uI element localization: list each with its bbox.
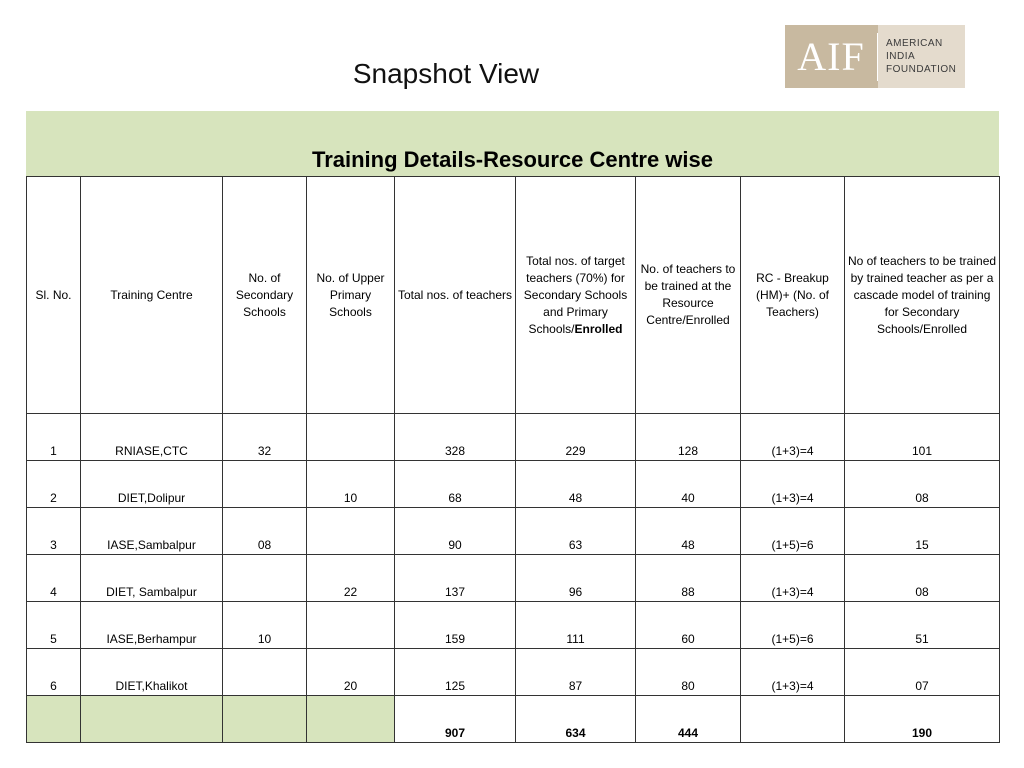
cell-centre: RNIASE,CTC xyxy=(81,414,223,461)
logo-line-3: FOUNDATION xyxy=(886,64,957,75)
cell-sl: 6 xyxy=(27,649,81,696)
total-cascade: 190 xyxy=(845,696,1000,743)
cell-cascade: 15 xyxy=(845,508,1000,555)
page-title: Snapshot View xyxy=(352,58,540,89)
cell-total: 125 xyxy=(395,649,516,696)
cell-centre: DIET, Sambalpur xyxy=(81,555,223,602)
table-row xyxy=(27,602,1000,649)
cell-secondary xyxy=(223,555,307,602)
target-header-text: Total nos. of target teachers (70%) for Secondary Schools and Primary Schools/ xyxy=(523,253,628,336)
total-empty-cell xyxy=(81,696,223,743)
cell-cascade: 07 xyxy=(845,649,1000,696)
header-row xyxy=(27,177,1000,414)
totals-row xyxy=(27,696,1000,743)
logo-wordmark xyxy=(878,25,965,88)
cell-upper-primary xyxy=(307,414,395,461)
cell-secondary: 32 xyxy=(223,414,307,461)
cell-trained: 128 xyxy=(636,414,741,461)
cell-target: 111 xyxy=(516,602,636,649)
cell-breakup: (1+3)=4 xyxy=(741,555,845,602)
col-header-total-teachers: Total nos. of teachers xyxy=(395,177,516,414)
cell-total: 90 xyxy=(395,508,516,555)
cell-upper-primary: 22 xyxy=(307,555,395,602)
cell-trained: 88 xyxy=(636,555,741,602)
total-empty-cell xyxy=(223,696,307,743)
table-row xyxy=(27,414,1000,461)
col-header-target xyxy=(516,177,636,414)
cell-sl: 3 xyxy=(27,508,81,555)
cell-breakup: (1+3)=4 xyxy=(741,414,845,461)
cell-target: 96 xyxy=(516,555,636,602)
cell-upper-primary xyxy=(307,602,395,649)
training-table-panel xyxy=(26,111,999,743)
aif-logo xyxy=(785,25,965,88)
cell-breakup: (1+5)=6 xyxy=(741,508,845,555)
cell-cascade: 101 xyxy=(845,414,1000,461)
table-row xyxy=(27,461,1000,508)
col-header-sl: Sl. No. xyxy=(27,177,81,414)
cell-breakup: (1+5)=6 xyxy=(741,602,845,649)
cell-sl: 4 xyxy=(27,555,81,602)
logo-line-1: AMERICAN xyxy=(886,38,943,49)
cell-total: 137 xyxy=(395,555,516,602)
table-row xyxy=(27,649,1000,696)
cell-centre: DIET,Khalikot xyxy=(81,649,223,696)
cell-trained: 80 xyxy=(636,649,741,696)
target-header-enrolled: Enrolled xyxy=(574,321,623,336)
cell-secondary: 08 xyxy=(223,508,307,555)
total-target: 634 xyxy=(516,696,636,743)
cell-upper-primary: 20 xyxy=(307,649,395,696)
cell-upper-primary: 10 xyxy=(307,461,395,508)
cell-target: 87 xyxy=(516,649,636,696)
total-total: 907 xyxy=(395,696,516,743)
cell-centre: IASE,Berhampur xyxy=(81,602,223,649)
cell-secondary: 10 xyxy=(223,602,307,649)
cell-centre: DIET,Dolipur xyxy=(81,461,223,508)
cell-cascade: 08 xyxy=(845,461,1000,508)
total-empty-cell xyxy=(27,696,81,743)
cell-cascade: 51 xyxy=(845,602,1000,649)
cell-breakup: (1+3)=4 xyxy=(741,649,845,696)
cell-target: 48 xyxy=(516,461,636,508)
cell-secondary xyxy=(223,649,307,696)
cell-cascade: 08 xyxy=(845,555,1000,602)
cell-secondary xyxy=(223,461,307,508)
logo-mark: AIF xyxy=(797,34,865,79)
cell-centre: IASE,Sambalpur xyxy=(81,508,223,555)
cell-total: 328 xyxy=(395,414,516,461)
logo-line-2: INDIA xyxy=(886,51,916,62)
training-details-table xyxy=(26,176,1000,743)
cell-trained: 40 xyxy=(636,461,741,508)
cell-sl: 5 xyxy=(27,602,81,649)
col-header-trained-rc: No. of teachers to be trained at the Resource Centre/Enrolled xyxy=(636,177,741,414)
col-header-cascade: No of teachers to be trained by trained teacher as per a cascade model of training for Secondary Schools/Enrolled xyxy=(845,177,1000,414)
total-empty-cell xyxy=(741,696,845,743)
cell-target: 229 xyxy=(516,414,636,461)
cell-target: 63 xyxy=(516,508,636,555)
col-header-secondary: No. of Secondary Schools xyxy=(223,177,307,414)
table-heading: Training Details-Resource Centre wise xyxy=(311,147,714,172)
table-row xyxy=(27,508,1000,555)
col-header-rc-breakup: RC - Breakup (HM)+ (No. of Teachers) xyxy=(741,177,845,414)
cell-upper-primary xyxy=(307,508,395,555)
cell-total: 68 xyxy=(395,461,516,508)
cell-breakup: (1+3)=4 xyxy=(741,461,845,508)
col-header-upper-primary: No. of Upper Primary Schools xyxy=(307,177,395,414)
total-empty-cell xyxy=(307,696,395,743)
cell-total: 159 xyxy=(395,602,516,649)
table-row xyxy=(27,555,1000,602)
cell-trained: 60 xyxy=(636,602,741,649)
total-trained: 444 xyxy=(636,696,741,743)
cell-trained: 48 xyxy=(636,508,741,555)
col-header-centre: Training Centre xyxy=(81,177,223,414)
cell-sl: 2 xyxy=(27,461,81,508)
cell-sl: 1 xyxy=(27,414,81,461)
